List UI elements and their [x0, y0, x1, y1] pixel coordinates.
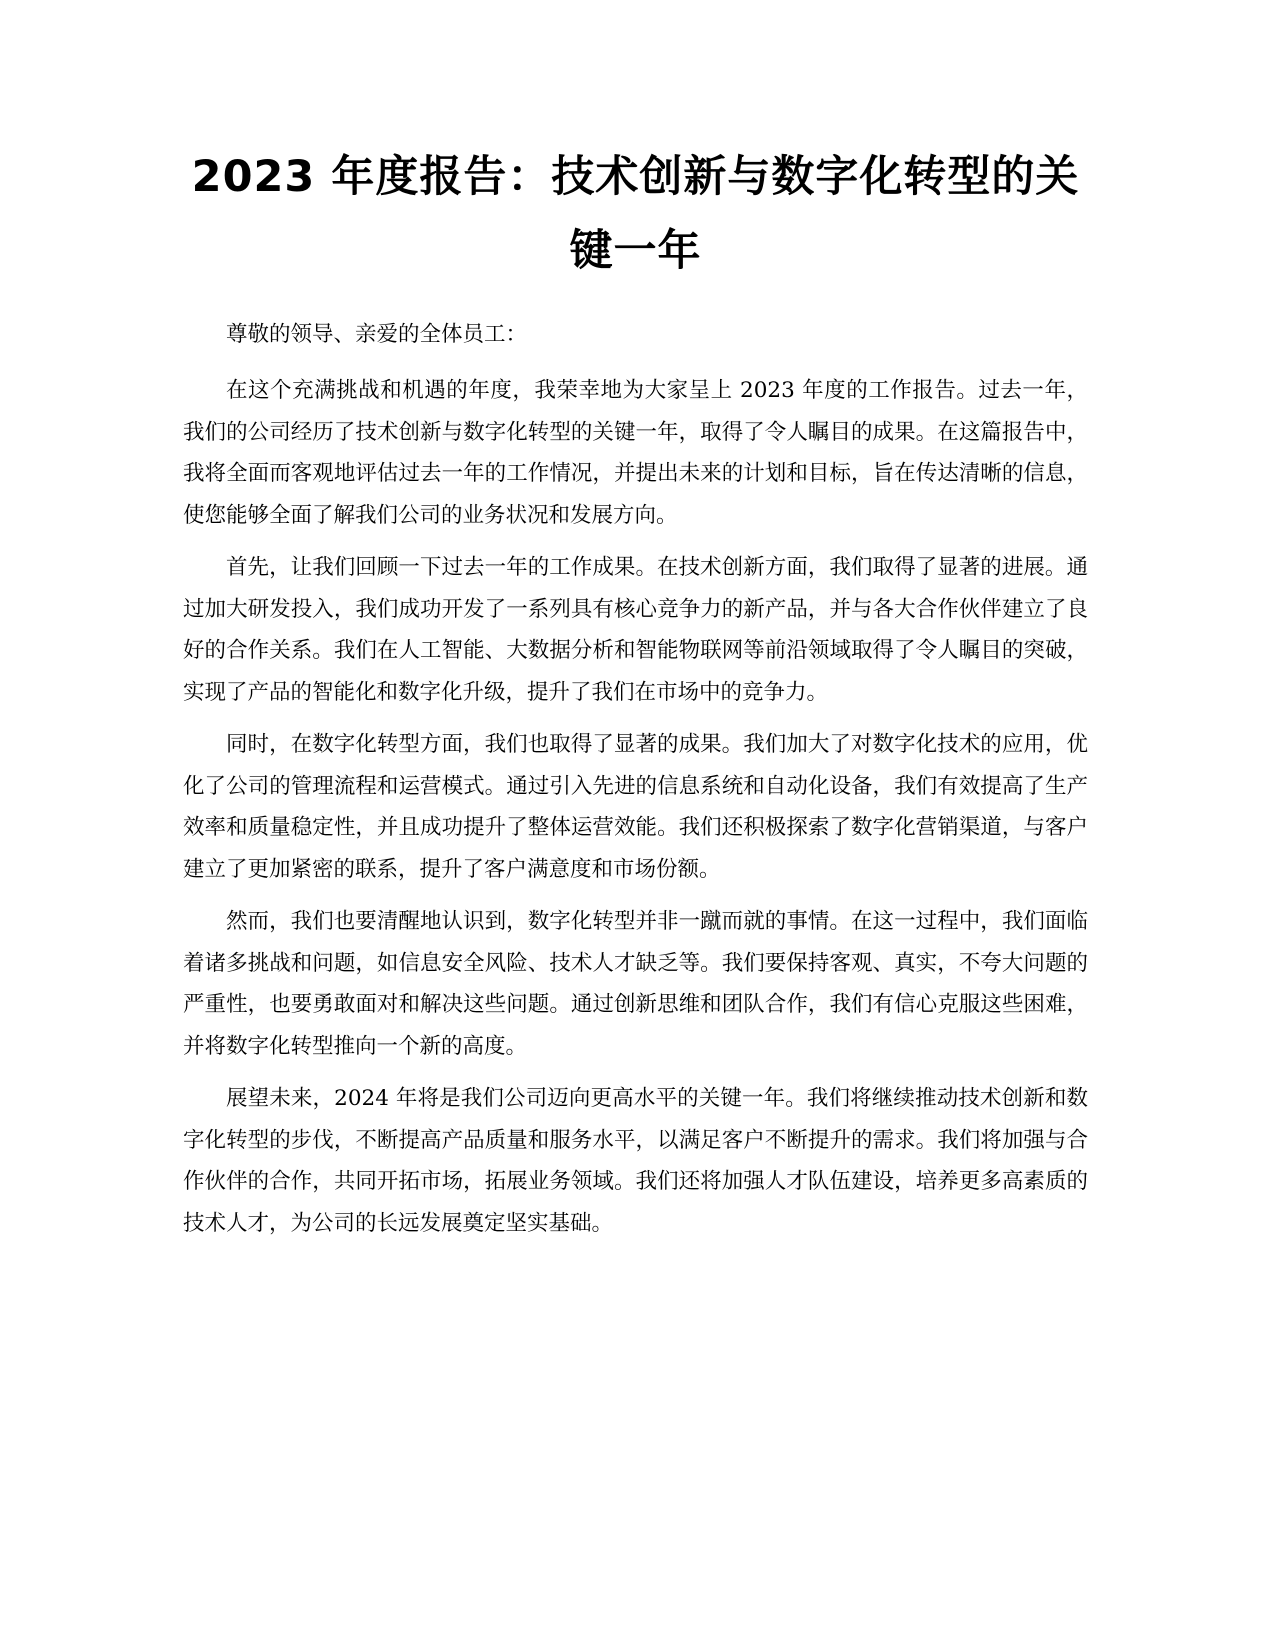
paragraph-digital-transformation: 同时，在数字化转型方面，我们也取得了显著的成果。我们加大了对数字化技术的应用，优化了公司的管理流程和运营模式。通过引入先进的信息系统和自动化设备，我们有效提高了生产效率和质量稳定性，并且成功提升了整体运营效能。我们还积极探索了数字化营销渠道，与客户建立了更加紧密的联系，提升了客户满意度和市场份额。	[183, 732, 1088, 882]
paragraph-intro: 在这个充满挑战和机遇的年度，我荣幸地为大家呈上 2023 年度的工作报告。过去一年，我们的公司经历了技术创新与数字化转型的关键一年，取得了令人瞩目的成果。在这篇报告中，我将全面而客观地评估过去一年的工作情况，并提出未来的计划和目标，旨在传达清晰的信息，使您能够全面了解我们公司的业务状况和发展方向。	[183, 378, 1088, 528]
greeting: 尊敬的领导、亲爱的全体员工：	[226, 322, 528, 347]
paragraph-tech-innovation: 首先，让我们回顾一下过去一年的工作成果。在技术创新方面，我们取得了显著的进展。通过加大研发投入，我们成功开发了一系列具有核心竞争力的新产品，并与各大合作伙伴建立了良好的合作关系。我们在人工智能、大数据分析和智能物联网等前沿领域取得了令人瞩目的突破，实现了产品的智能化和数字化升级，提升了我们在市场中的竞争力。	[183, 555, 1088, 705]
document-page	[183, 140, 1088, 1255]
document-title: 2023 年度报告：技术创新与数字化转型的关键一年	[191, 152, 1080, 276]
paragraph-challenges: 然而，我们也要清醒地认识到，数字化转型并非一蹴而就的事情。在这一过程中，我们面临着诸多挑战和问题，如信息安全风险、技术人才缺乏等。我们要保持客观、真实，不夸大问题的严重性，也要勇敢面对和解决这些问题。通过创新思维和团队合作，我们有信心克服这些困难，并将数字化转型推向一个新的高度。	[183, 909, 1088, 1059]
paragraph-outlook: 展望未来，2024 年将是我们公司迈向更高水平的关键一年。我们将继续推动技术创新和数字化转型的步伐，不断提高产品质量和服务水平，以满足客户不断提升的需求。我们将加强与合作伙伴的合作，共同开拓市场，拓展业务领域。我们还将加强人才队伍建设，培养更多高素质的技术人才，为公司的长远发展奠定坚实基础。	[183, 1086, 1088, 1236]
